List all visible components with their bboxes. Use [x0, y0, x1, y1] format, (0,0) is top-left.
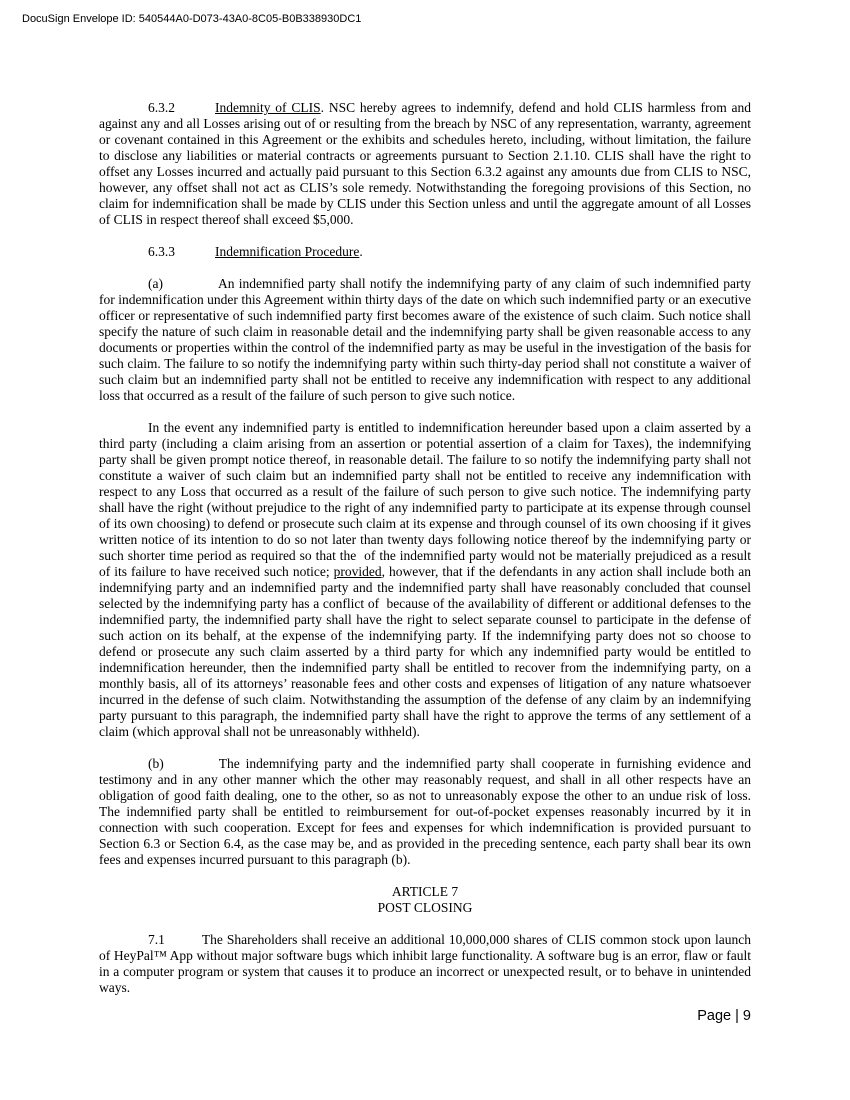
paragraph-a-notice-of-claim: (a) An indemnified party shall notify the indemnifying party of any claim of such indemnified party for indemnification under this Agreement within thirty days of the date on which such indemnified party or an executive officer or representative of such indemnified party first becomes aware of the existence of such claim. Such notice shall specify the nature of such claim in reasonable detail and the indemnifying party shall be given reasonable access to any documents or properties within the control of the indemnified party as may be useful in the investigation of the basis for such claim. The failure to so notify the indemnifying party within such thirty-day period shall not constitute a waiver of such claim but an indemnified party shall not be entitled to receive any indemnification with respect to any additional loss that occurred as a result of the failure of such person to give such notice.	[99, 276, 751, 403]
section-6-3-3-heading: 6.3.3 Indemnification Procedure.	[148, 244, 363, 259]
page-number: Page | 9	[697, 1008, 751, 1024]
tab-space	[165, 943, 202, 944]
document-body	[99, 100, 751, 1012]
tab-space	[175, 111, 215, 112]
tab-space	[163, 287, 218, 288]
section-6-3-2-indemnity-of-clis: 6.3.2 Indemnity of CLIS. NSC hereby agrees to indemnify, defend and hold CLIS harmless from and against any and all Losses arising out of or resulting from the breach by NSC of any representation, warranty, agreement or covenant contained in this Agreement or the exhibits and schedules hereto, including, without limitation, the failure to disclose any liabilities or material contracts or agreements pursuant to Section 2.1.10. CLIS shall have the right to offset any Losses incurred and actually paid pursuant to this Section 6.3.2 against any amounts due from CLIS to NSC, however, any offset shall not act as CLIS’s sole remedy. Notwithstanding the foregoing provisions of this Section, no claim for indemnification shall be made by CLIS under this Section unless and until the aggregate amount of all Losses of CLIS in respect thereof shall exceed $5,000.	[99, 100, 751, 227]
underlined-text: Indemnity of CLIS	[215, 100, 321, 115]
section-7-1-shareholders: 7.1 The Shareholders shall receive an additional 10,000,000 shares of CLIS common stock upon launch of HeyPal™ App without major software bugs which inhibit large functionality. A software bug is an error, flaw or fault in a computer program or system that causes it to produce an incorrect or unexpected result, or to behave in unintended ways.	[99, 932, 751, 995]
paragraph-b-cooperation: (b) The indemnifying party and the indemnified party shall cooperate in furnishing evidence and testimony and in any other manner which the other may reasonably request, and shall in all other respects have an obligation of good faith dealing, one to the other, so as not to unreasonably expose the other to an undue risk of loss. The indemnified party shall be entitled to reimbursement for out-of-pocket expenses reasonably incurred by it in connection with such cooperation. Except for fees and expenses for which indemnification is provided pursuant to Section 6.3 or Section 6.4, as the case may be, and as provided in the preceding sentence, each party shall bear its own fees and expenses incurred pursuant to this paragraph (b).	[99, 756, 751, 867]
article-7-heading: ARTICLE 7 POST CLOSING	[377, 884, 473, 915]
tab-space	[175, 255, 215, 256]
underlined-text: Indemnification Procedure	[215, 244, 360, 259]
paragraph-third-party-claims: In the event any indemnified party is entitled to indemnification hereunder based upon a claim asserted by a third party (including a claim arising from an assertion or potential assertion of a claim for Taxes), the indemnifying party shall be given prompt notice thereof, in reasonable detail. The failure to so notify the indemnifying party shall not constitute a waiver of such claim but an indemnified party shall not be entitled to receive any indemnification with respect to any Loss that occurred as a result of the failure of such person to give such notice. The indemnifying party shall have the right (without prejudice to the right of any indemnified party to participate at its expense through counsel of its own choosing) to defend or prosecute such claim at its expense and through counsel of its own choosing if it gives written notice of its intention to do so not later than twenty days following notice thereof by the indemnifying party or such shorter time period as required so that the of the indemnified party would not be materially prejudiced as a result of its failure to have received such notice; provided, however, that if the defendants in any action shall include both an indemnifying party and an indemnified party and the indemnified party shall have reasonably concluded that counsel selected by the indemnifying party has a conflict of because of the availability of different or additional defenses to the indemnified party, the indemnified party shall have the right to select separate counsel to participate in the defense of such action on its behalf, at the expense of the indemnifying party. If the indemnifying party does not so choose to defend or prosecute any such claim asserted by a third party for which any indemnified party would be entitled to indemnification hereunder, then the indemnified party shall be entitled to recover from the indemnifying party, on a monthly basis, all of its attorneys’ reasonable fees and other costs and expenses of litigation of any nature whatsoever incurred in the defense of such claim. Notwithstanding the assumption of the defense of any claim by an indemnifying party pursuant to this paragraph, the indemnified party shall have the right to approve the terms of any settlement of a claim (which approval shall not be unreasonably withheld).	[99, 420, 751, 739]
docusign-envelope-id: DocuSign Envelope ID: 540544A0-D073-43A0-8C05-B0B338930DC1	[22, 13, 362, 25]
underlined-text: provided	[333, 564, 382, 579]
tab-space	[164, 767, 219, 768]
